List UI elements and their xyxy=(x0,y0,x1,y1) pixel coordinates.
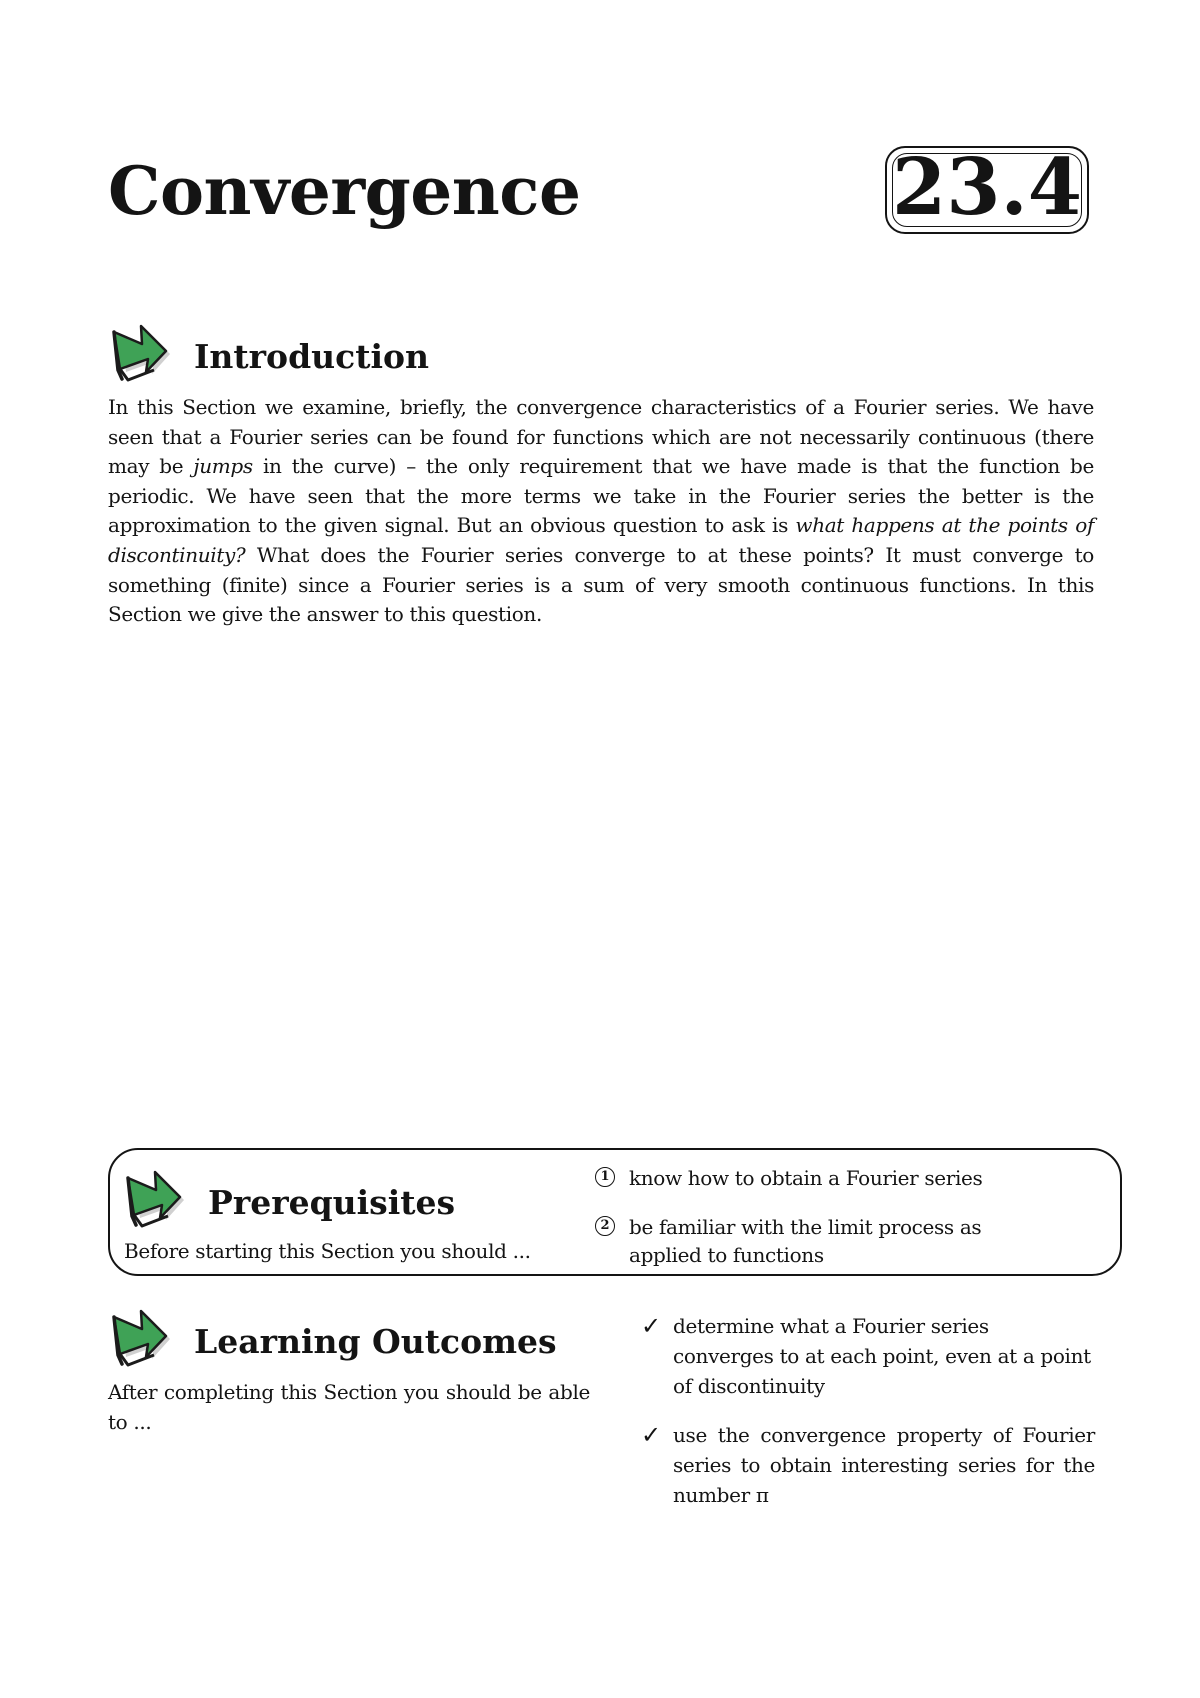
introduction-paragraph xyxy=(108,393,1094,630)
section-number: 23.4 xyxy=(892,142,1082,233)
learning-outcome-item: ✓ use the convergence property of Fourier series to obtain interesting series for the number π xyxy=(641,1421,1095,1507)
introduction-heading: Introduction xyxy=(194,337,430,376)
learning-outcomes-heading: Learning Outcomes xyxy=(194,1322,557,1361)
learning-outcomes-lead: After completing this Section you should be able to ... xyxy=(108,1380,590,1434)
prerequisites-heading: Prerequisites xyxy=(208,1183,456,1222)
prerequisite-item: 2 be familiar with the limit process as applied to functions xyxy=(629,1213,1069,1269)
checkmark-icon: ✓ xyxy=(641,1312,662,1340)
paragraph-text: In this Section we examine, briefly, the convergence characteristics of a Fourier series. We have seen that a Fourier series can be found for functions which are not necessarily continuous (there may be xyxy=(108,395,1094,479)
prerequisites-lead: Before starting this Section you should ... xyxy=(124,1239,531,1263)
prerequisite-item: 1 know how to obtain a Fourier series xyxy=(629,1164,1069,1192)
emphasized-text: jumps xyxy=(193,454,253,479)
page-title: Convergence xyxy=(108,152,581,230)
number-marker-icon: 2 xyxy=(595,1216,615,1236)
learning-outcome-item: ✓ determine what a Fourier series converges to at each point, even at a point of discontinuity xyxy=(641,1312,1091,1398)
paragraph-text: What does the Fourier series converge to at these points? It must converge to something (finite) since a Fourier series is a sum of very smooth continuous functions. In this Section we give the answer to this question. xyxy=(108,542,1094,627)
paragraph-text: in the curve) – the only requirement that we have made is that the function be periodic. We have seen that the more terms we take in the Fourier series the better is the approximation to the given signal. But an obvious question to ask is xyxy=(108,454,1094,538)
section-number-badge xyxy=(885,142,1089,234)
number-marker-icon: 1 xyxy=(595,1167,615,1187)
green-arrow-flag-icon xyxy=(122,1168,188,1230)
green-arrow-flag-icon xyxy=(108,322,174,384)
green-arrow-flag-icon xyxy=(108,1307,174,1369)
emphasized-text: what happens at the points of discontinuity? xyxy=(108,513,1094,567)
checkmark-icon: ✓ xyxy=(641,1421,662,1449)
